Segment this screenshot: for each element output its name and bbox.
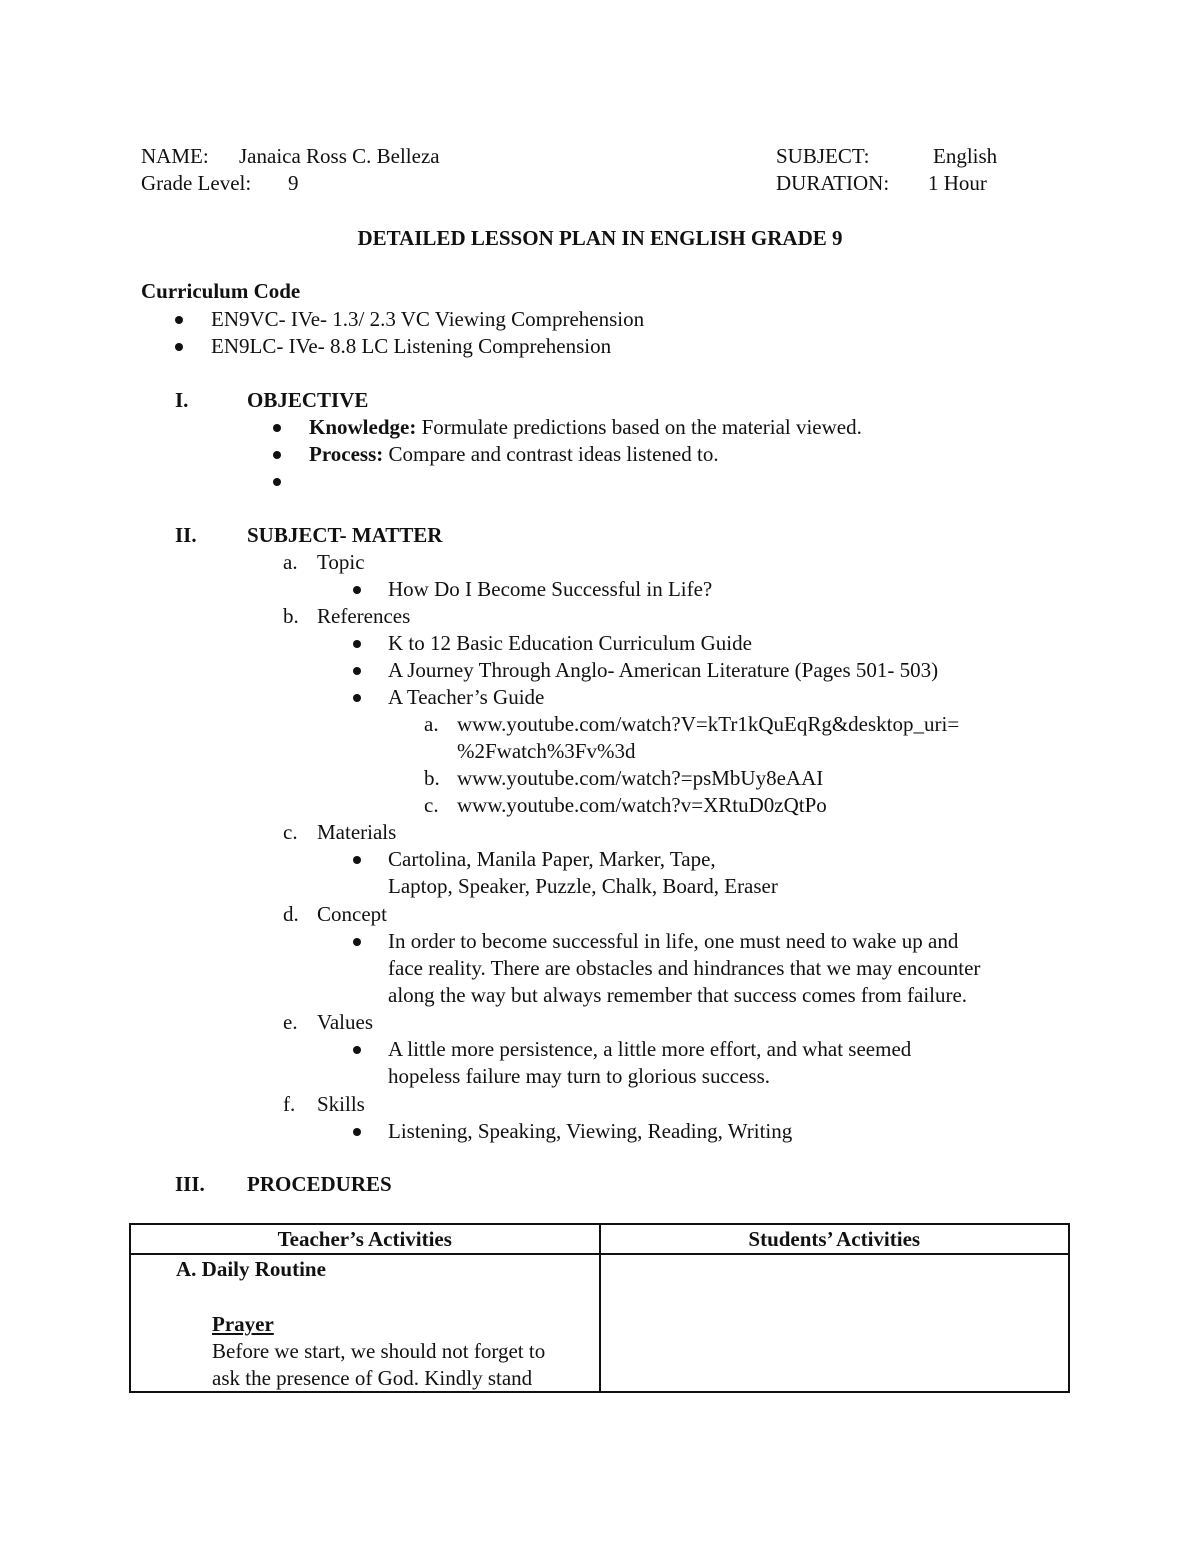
bullet-icon bbox=[273, 424, 281, 432]
references-letter: b. bbox=[283, 604, 299, 628]
teacher-activities-cell bbox=[130, 1254, 600, 1392]
values-text: A little more persistence, a little more effort, and what seemed bbox=[388, 1037, 912, 1061]
skills-text: Listening, Speaking, Viewing, Reading, Writing bbox=[388, 1119, 793, 1143]
objective-knowledge-label: Knowledge: bbox=[309, 415, 417, 439]
bullet-icon bbox=[353, 1128, 361, 1136]
skills-label: Skills bbox=[317, 1092, 365, 1116]
page-title: DETAILED LESSON PLAN IN ENGLISH GRADE 9 bbox=[357, 226, 843, 250]
prayer-text: Before we start, we should not forget to bbox=[212, 1339, 546, 1363]
name-label: NAME: bbox=[141, 144, 209, 168]
subject-label: SUBJECT: bbox=[776, 144, 870, 168]
reference-item: A Journey Through Anglo- American Literature (Pages 501- 503) bbox=[388, 658, 939, 682]
procedures-heading: PROCEDURES bbox=[247, 1172, 392, 1196]
objective-knowledge-text: Formulate predictions based on the material viewed. bbox=[416, 415, 862, 439]
objective-heading: OBJECTIVE bbox=[247, 388, 369, 412]
reference-link[interactable]: www.youtube.com/watch?V=kTr1kQuEqRg&desktop_uri= bbox=[457, 712, 960, 736]
link-letter: c. bbox=[424, 793, 439, 817]
bullet-icon bbox=[175, 316, 183, 324]
bullet-icon bbox=[353, 1046, 361, 1054]
objective-knowledge bbox=[309, 414, 862, 441]
reference-link-continued[interactable]: %2Fwatch%3Fv%3d bbox=[457, 739, 636, 763]
reference-link[interactable]: www.youtube.com/watch?v=XRtuD0zQtPo bbox=[457, 793, 827, 817]
subject-matter-numeral: II. bbox=[175, 523, 197, 547]
link-letter: a. bbox=[424, 712, 439, 736]
students-activities-header: Students’ Activities bbox=[600, 1224, 1070, 1254]
curriculum-heading: Curriculum Code bbox=[141, 279, 301, 303]
subject-matter-heading: SUBJECT- MATTER bbox=[247, 523, 443, 547]
bullet-icon bbox=[353, 640, 361, 648]
bullet-icon bbox=[353, 856, 361, 864]
procedures-numeral: III. bbox=[175, 1172, 205, 1196]
grade-label: Grade Level: bbox=[141, 171, 252, 195]
curriculum-item: EN9VC- IVe- 1.3/ 2.3 VC Viewing Comprehension bbox=[211, 307, 645, 331]
values-label: Values bbox=[317, 1010, 373, 1034]
topic-item: How Do I Become Successful in Life? bbox=[388, 577, 713, 601]
references-label: References bbox=[317, 604, 411, 628]
objective-numeral: I. bbox=[175, 388, 189, 412]
bullet-icon bbox=[353, 667, 361, 675]
prayer-text: ask the presence of God. Kindly stand bbox=[212, 1366, 533, 1390]
concept-text: In order to become successful in life, one must need to wake up and bbox=[388, 929, 959, 953]
link-letter: b. bbox=[424, 766, 440, 790]
objective-process bbox=[309, 441, 719, 468]
duration-label: DURATION: bbox=[776, 171, 890, 195]
concept-letter: d. bbox=[283, 902, 299, 926]
prayer-heading: Prayer bbox=[212, 1312, 274, 1336]
topic-label: Topic bbox=[317, 550, 365, 574]
reference-item: A Teacher’s Guide bbox=[388, 685, 545, 709]
duration-value: 1 Hour bbox=[928, 171, 987, 195]
students-activities-cell bbox=[600, 1254, 1070, 1392]
objective-process-text: Compare and contrast ideas listened to. bbox=[383, 442, 719, 466]
teacher-activities-header: Teacher’s Activities bbox=[130, 1224, 600, 1254]
objective-process-label: Process: bbox=[309, 442, 384, 466]
concept-text: face reality. There are obstacles and hindrances that we may encounter bbox=[388, 956, 981, 980]
materials-text: Cartolina, Manila Paper, Marker, Tape, bbox=[388, 847, 716, 871]
bullet-icon bbox=[273, 451, 281, 459]
reference-item: K to 12 Basic Education Curriculum Guide bbox=[388, 631, 752, 655]
topic-letter: a. bbox=[283, 550, 298, 574]
values-text: hopeless failure may turn to glorious success. bbox=[388, 1064, 770, 1088]
reference-link[interactable]: www.youtube.com/watch?=psMbUy8eAAI bbox=[457, 766, 824, 790]
grade-value: 9 bbox=[288, 171, 299, 195]
bullet-icon bbox=[175, 343, 183, 351]
curriculum-item: EN9LC- IVe- 8.8 LC Listening Comprehension bbox=[211, 334, 612, 358]
values-letter: e. bbox=[283, 1010, 298, 1034]
bullet-icon bbox=[353, 938, 361, 946]
subject-value: English bbox=[933, 144, 998, 168]
concept-label: Concept bbox=[317, 902, 387, 926]
materials-letter: c. bbox=[283, 820, 298, 844]
concept-text: along the way but always remember that success comes from failure. bbox=[388, 983, 968, 1007]
bullet-icon bbox=[353, 694, 361, 702]
name-value: Janaica Ross C. Belleza bbox=[239, 144, 440, 168]
materials-text-continued: Laptop, Speaker, Puzzle, Chalk, Board, Eraser bbox=[388, 874, 778, 898]
bullet-icon bbox=[273, 478, 281, 486]
materials-label: Materials bbox=[317, 820, 397, 844]
procedures-table bbox=[129, 1223, 1070, 1393]
daily-routine-heading: A. Daily Routine bbox=[176, 1257, 326, 1281]
bullet-icon bbox=[353, 586, 361, 594]
skills-letter: f. bbox=[283, 1092, 296, 1116]
